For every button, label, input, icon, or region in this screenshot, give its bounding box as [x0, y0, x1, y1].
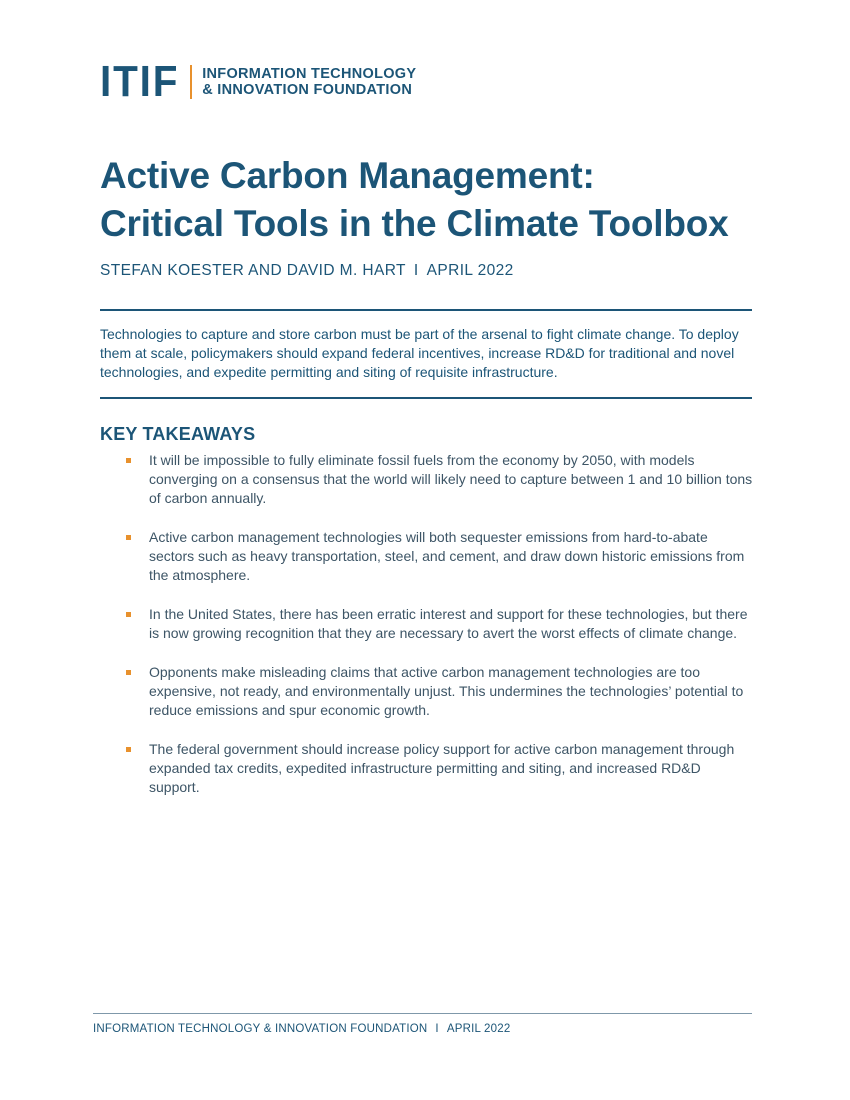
byline-date: APRIL 2022 — [426, 262, 514, 279]
takeaway-text: It will be impossible to fully eliminate fossil fuels from the economy by 2050, with models converging on a consensus that the world will likely need to capture between 1 and 10 billion tons of carbon annually. — [149, 452, 753, 506]
byline — [100, 262, 514, 280]
takeaway-text: The federal government should increase policy support for active carbon management through expanded tax credits, expedited infrastructure permitting and siting, and increased RD&D support. — [149, 741, 735, 795]
logo-org-line1: INFORMATION TECHNOLOGY — [202, 66, 417, 82]
key-takeaways-heading: KEY TAKEAWAYS — [100, 424, 256, 444]
takeaway-text: Active carbon management technologies will both sequester emissions from hard-to-abate sectors such as heavy transportation, steel, and cement, and draw down historic emissions from the atmosphere. — [149, 529, 745, 583]
square-bullet-icon — [126, 747, 131, 752]
logo-org-line2: & INNOVATION FOUNDATION — [202, 82, 413, 98]
square-bullet-icon — [126, 458, 131, 463]
square-bullet-icon — [126, 612, 131, 617]
summary-top-rule — [100, 309, 752, 311]
summary-bottom-rule — [100, 397, 752, 399]
takeaway-text: In the United States, there has been erratic interest and support for these technologies, but there is now growing recognition that they are necessary to avert the worst effects of climate change. — [149, 606, 748, 641]
page-footer — [93, 1023, 510, 1035]
footer-date: APRIL 2022 — [446, 1023, 511, 1035]
page-title — [100, 152, 780, 248]
takeaway-item — [124, 451, 754, 508]
square-bullet-icon — [126, 535, 131, 540]
itif-logo — [100, 57, 417, 106]
title-line1: Active Carbon Management: — [100, 155, 595, 196]
logo-org-name — [202, 66, 416, 98]
takeaway-item — [124, 528, 754, 585]
title-line2: Critical Tools in the Climate Toolbox — [100, 203, 729, 244]
footer-separator: I — [435, 1023, 439, 1035]
footer-rule — [93, 1013, 752, 1014]
square-bullet-icon — [126, 670, 131, 675]
byline-authors: STEFAN KOESTER AND DAVID M. HART — [100, 262, 406, 279]
takeaway-item — [124, 740, 754, 797]
takeaway-item — [124, 663, 754, 720]
key-takeaways-list — [124, 451, 754, 817]
summary-text: Technologies to capture and store carbon must be part of the arsenal to fight climate change. To deploy them at scale, policymakers should expand federal incentives, increase RD&D for traditional and novel technologies, and expedite permitting and siting of requisite infrastructure. — [100, 326, 739, 380]
footer-org: INFORMATION TECHNOLOGY & INNOVATION FOUNDATION — [93, 1023, 428, 1035]
byline-separator: I — [413, 262, 419, 279]
logo-mark: ITIF — [100, 57, 180, 106]
takeaway-text: Opponents make misleading claims that active carbon management technologies are too expensive, not ready, and environmentally unjust. This undermines the technologies’ potential to reduce emissions and spur economic growth. — [149, 664, 744, 718]
logo-divider — [190, 65, 192, 99]
takeaway-item — [124, 605, 754, 643]
